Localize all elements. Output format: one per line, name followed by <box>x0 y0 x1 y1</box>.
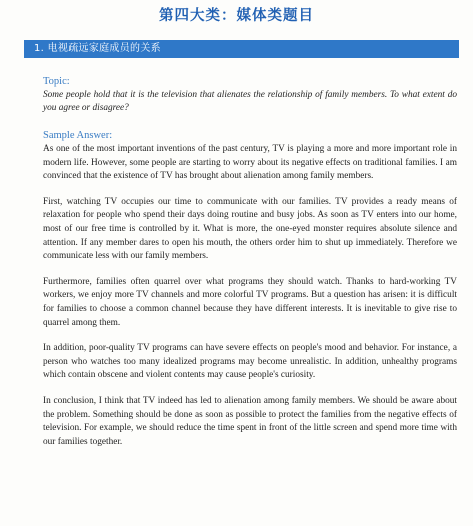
answer-paragraph-2: First, watching TV occupies our time to communicate with our families. TV provides a ready means of relaxation for people who spend their days doing routine and busy jobs. As soon as TV enters into our home, most of our free time is controlled by it. What is more, the one-eyed monster requires absolute silence and attention. If any member dares to open his mouth, the others order him to shut up immediately. Therefore we communicate less with our family members. <box>43 196 457 262</box>
answer-paragraph-3: Furthermore, families often quarrel over what programs they should watch. Thanks to hard-working TV workers, we enjoy more TV channels and more colorful TV programs. But a question has arisen: it is difficult for families to choose a common channel because they have different interests. It is inevitable to give rise to quarrel among them. <box>43 276 457 328</box>
sample-answer-label: Sample Answer: <box>43 130 113 141</box>
section-title-bar: 1. 电视疏远家庭成员的关系 <box>24 40 459 58</box>
topic-label: Topic: <box>43 76 70 87</box>
topic-text: Some people hold that it is the television that alienates the relationship of family members. To what extent do you agree or disagree? <box>43 90 457 113</box>
answer-paragraph-5: In conclusion, I think that TV indeed has led to alienation among family members. We should be aware about the problem. Something should be done as soon as possible to protect the families from the negative effects of television. For example, we should reduce the time spent in front of the little screen and spend more time with our families together. <box>43 395 457 447</box>
answer-paragraph-1: As one of the most important inventions of the past century, TV is playing a more and more important role in modern life. However, some people are starting to worry about its negative effects on traditional families. I am convinced that the existence of TV has brought about alienation among family members. <box>43 144 457 182</box>
chapter-title: 第四大类：媒体类题目 <box>159 8 314 24</box>
article-content <box>43 75 457 449</box>
document-page <box>0 6 473 526</box>
answer-paragraph-4: In addition, poor-quality TV programs can have severe effects on people's mood and behavior. For instance, a person who watches too many idealized programs may become unrealistic. In addition, unhealthy programs which contain obscene and violent contents may cause people's curiosity. <box>43 343 457 381</box>
